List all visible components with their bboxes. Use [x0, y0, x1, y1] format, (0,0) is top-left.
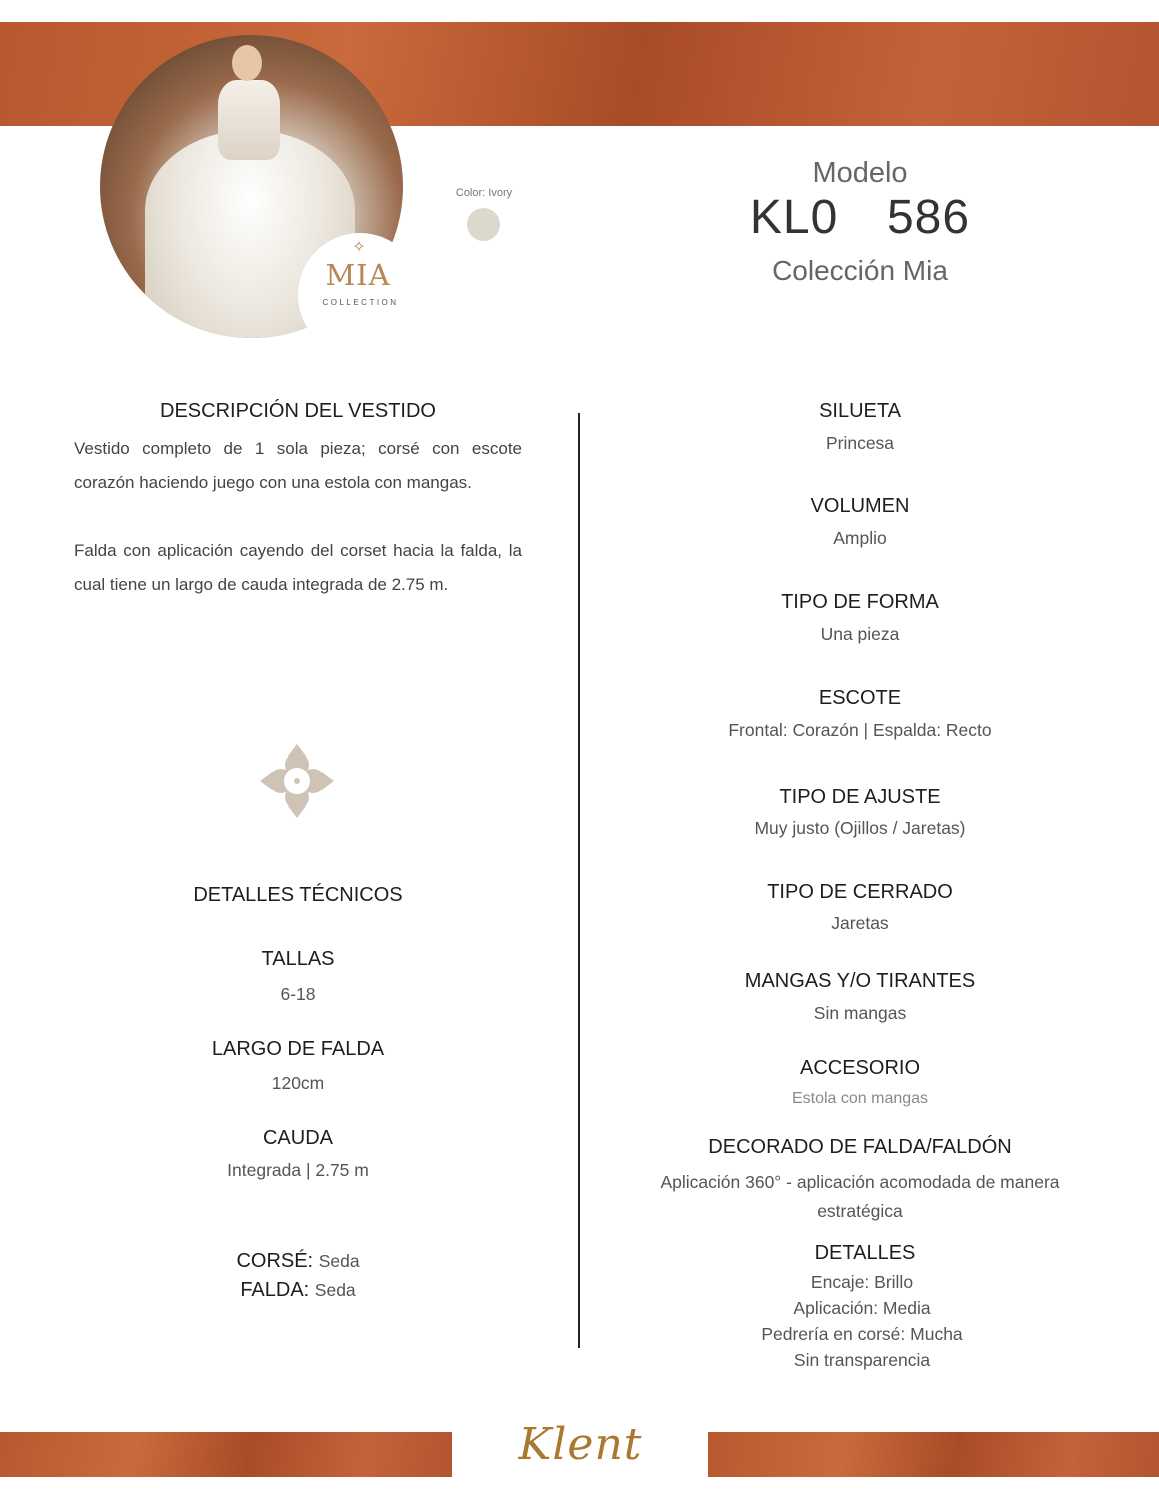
spec-value: Aplicación 360° - aplicación acomodada de manera estratégica [660, 1172, 1060, 1221]
details-line: Encaje: Brillo [810, 1272, 914, 1292]
spec-label: DECORADO DE FALDA/FALDÓN [708, 1136, 1012, 1158]
spec-value: Sin mangas [813, 1003, 907, 1023]
material-falda [74, 1279, 522, 1302]
spec-value: Amplio [833, 528, 887, 548]
tech-label: CAUDA [262, 1127, 333, 1149]
tech-value: 6-18 [280, 984, 316, 1004]
material-label: FALDA: [240, 1279, 310, 1301]
description-paragraph: Vestido completo de 1 sola pieza; corsé con escote corazón haciendo juego con una estola con mangas. [74, 439, 522, 492]
material-value: Seda [318, 1251, 360, 1271]
spec-label: TIPO DE AJUSTE [779, 786, 941, 808]
spec-value: Estola con mangas [791, 1090, 929, 1107]
spec-label: SILUETA [819, 400, 901, 422]
model-id: KL0 586 [749, 191, 971, 244]
color-swatch [467, 208, 500, 241]
details-label: DETALLES [814, 1242, 916, 1264]
spec-value: Muy justo (Ojillos / Jaretas) [754, 818, 966, 838]
column-divider [578, 413, 580, 1348]
modelo-label: Modelo [812, 157, 908, 189]
spec-value: Frontal: Corazón | Espalda: Recto [728, 720, 992, 740]
details-line: Aplicación: Media [793, 1298, 931, 1318]
spec-label: TIPO DE CERRADO [767, 881, 953, 903]
material-value: Seda [314, 1280, 356, 1300]
description-title: DESCRIPCIÓN DEL VESTIDO [160, 400, 436, 422]
description-paragraph: Falda con aplicación cayendo del corset hacia la falda, la cual tiene un largo de cauda integrada de 2.75 m. [74, 541, 522, 594]
color-label: Color: Ivory [455, 187, 513, 199]
tech-label: LARGO DE FALDA [211, 1038, 385, 1060]
klent-logo: Klent [518, 1419, 643, 1470]
spec-label: TIPO DE FORMA [781, 591, 939, 613]
spec-label: VOLUMEN [810, 495, 910, 517]
spec-value: Una pieza [820, 624, 900, 644]
technical-title: DETALLES TÉCNICOS [193, 884, 403, 906]
description-body [74, 432, 522, 636]
tech-value: Integrada | 2.75 m [227, 1160, 369, 1180]
bottom-left-band [0, 1432, 452, 1477]
mia-badge-name: MIA [325, 258, 391, 292]
bodice-shape [218, 80, 280, 160]
spec-label: ESCOTE [818, 687, 902, 709]
mia-star-icon: ✧ [352, 239, 366, 256]
spec-value: Princesa [825, 433, 895, 453]
details-line: Pedrería en corsé: Mucha [761, 1324, 963, 1344]
spec-value: Jaretas [831, 913, 889, 933]
collection-name: Colección Mia [772, 255, 948, 286]
spec-label: ACCESORIO [799, 1057, 921, 1079]
tech-label: TALLAS [261, 948, 335, 970]
model-head-shape [232, 45, 262, 81]
mia-badge-sub: COLLECTION [322, 298, 399, 307]
details-line: Sin transparencia [793, 1350, 931, 1370]
spec-label: MANGAS Y/O TIRANTES [744, 970, 976, 992]
material-label: CORSÉ: [236, 1250, 314, 1272]
bottom-right-band [708, 1432, 1159, 1477]
tech-value: 120cm [271, 1073, 325, 1093]
quatrefoil-ornament-icon [260, 744, 334, 818]
material-corse [74, 1250, 522, 1273]
